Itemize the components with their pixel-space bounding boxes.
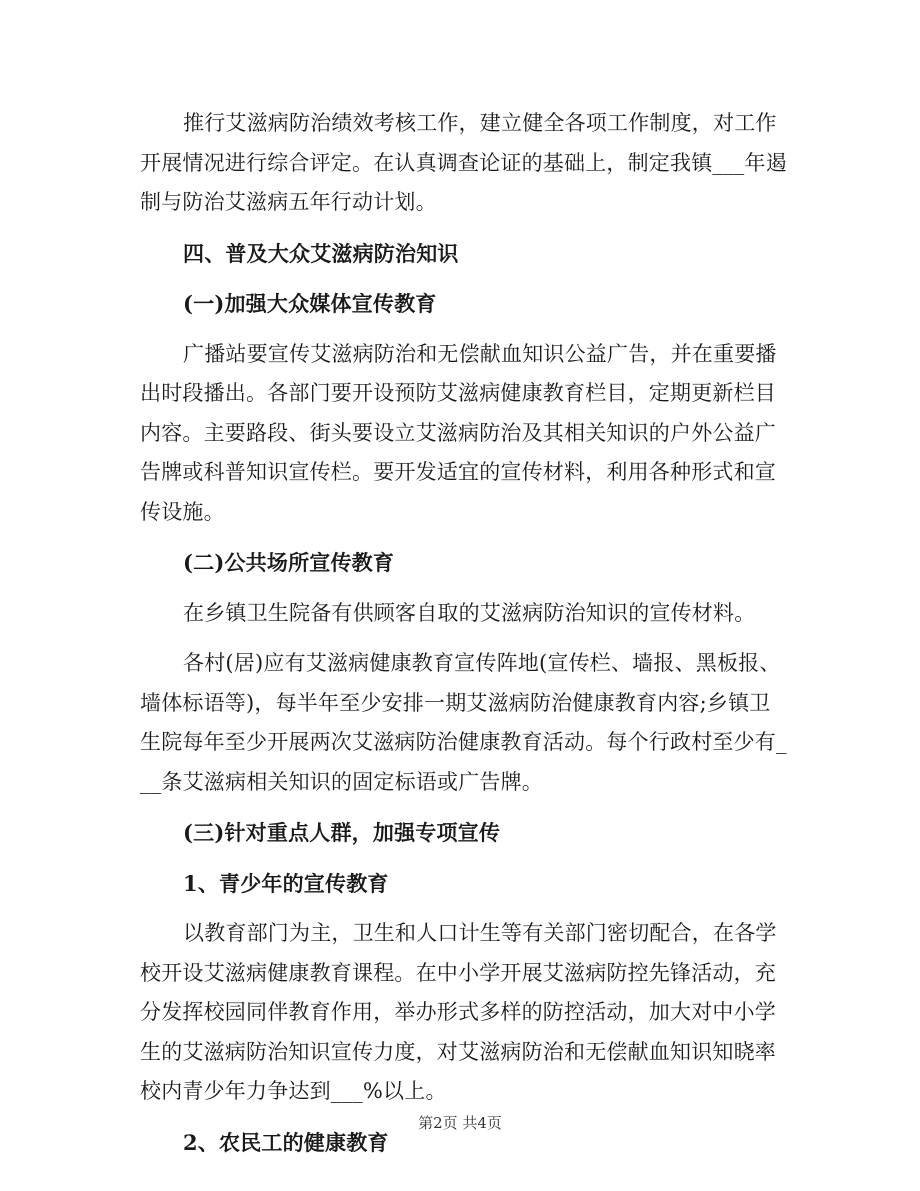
subsection-heading-key-groups: (三)针对重点人群，加强专项宣传 — [183, 820, 501, 845]
document-body — [140, 104, 787, 1162]
paragraph-broadcast — [140, 335, 780, 533]
text-line: 校内青少年力争达到___%以上。 — [140, 1079, 447, 1103]
paragraph-performance-review — [140, 104, 787, 223]
item-heading-migrant-workers: 2、农民工的健康教育 — [183, 1129, 389, 1155]
text-line: 生的艾滋病防治知识宣传力度，对艾滋病防治和无偿献血知识知晓率 — [140, 1039, 776, 1064]
text-line: 内容。主要路段、街头要设立艾滋病防治及其相关知识的户外公益广 — [140, 420, 776, 445]
text-line: 生院每年至少开展两次艾滋病防治健康教育活动。每个行政村至少有_ — [140, 730, 787, 754]
section-heading-4: 四、普及大众艾滋病防治知识 — [183, 240, 459, 266]
text-line: 出时段播出。各部门要开设预防艾滋病健康教育栏目，定期更新栏目 — [140, 381, 776, 405]
text-line: 在乡镇卫生院备有供顾客自取的艾滋病防治知识的宣传材料。 — [183, 600, 756, 625]
text-line: 制与防治艾滋病五年行动计划。 — [140, 190, 437, 214]
text-line: 推行艾滋病防治绩效考核工作，建立健全各项工作制度，对工作 — [183, 111, 777, 135]
text-line: 开展情况进行综合评定。在认真调查论证的基础上，制定我镇___年遏 — [140, 150, 787, 175]
text-line: 以教育部门为主，卫生和人口计生等有关部门密切配合，在各学 — [183, 921, 777, 945]
text-line: __条艾滋病相关知识的固定标语或广告牌。 — [140, 769, 543, 794]
paragraph-youth-education — [140, 914, 780, 1112]
subsection-heading-mass-media: (一)加强大众媒体宣传教育 — [183, 291, 437, 316]
text-line: 广播站要宣传艾滋病防治和无偿献血知识公益广告，并在重要播 — [183, 341, 777, 366]
item-heading-youth: 1、青少年的宣传教育 — [183, 870, 389, 896]
subsection-heading-public-places: (二)公共场所宣传教育 — [183, 550, 395, 575]
text-line: 墙体标语等)，每半年至少安排一期艾滋病防治健康教育内容;乡镇卫 — [140, 690, 771, 715]
text-line: 分发挥校园同伴教育作用，举办形式多样的防控活动，加大对中小学 — [140, 1000, 776, 1024]
text-line: 传设施。 — [140, 499, 225, 524]
text-line: 告牌或科普知识宣传栏。要开发适宜的宣传材料，利用各种形式和宣 — [140, 460, 776, 484]
page-footer: 第2页 共4页 — [418, 1114, 502, 1132]
paragraph-health-center — [140, 594, 780, 634]
text-line: 校开设艾滋病健康教育课程。在中小学开展艾滋病防控先锋活动，充 — [140, 960, 776, 985]
text-line: 各村(居)应有艾滋病健康教育宣传阵地(宣传栏、墙报、黑板报、 — [183, 651, 781, 675]
paragraph-villages — [140, 644, 787, 802]
